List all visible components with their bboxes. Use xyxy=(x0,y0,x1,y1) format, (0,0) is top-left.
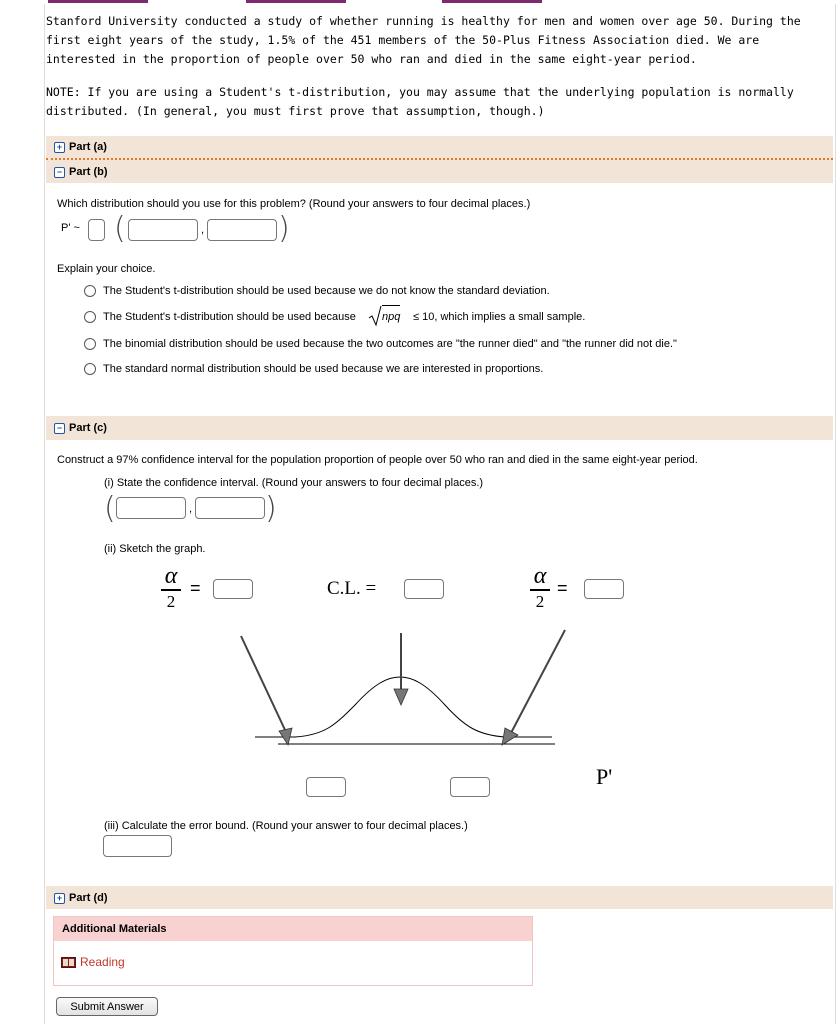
distribution-param2-input[interactable] xyxy=(207,219,277,241)
ci-instruction: (i) State the confidence interval. (Round your answers to four decimal places.) xyxy=(104,477,484,489)
additional-materials-panel xyxy=(53,916,533,986)
npq-text: npq xyxy=(382,305,400,323)
upper-bound-sketch-input[interactable] xyxy=(450,777,490,797)
plus-icon: + xyxy=(54,893,65,904)
part-c-question: Construct a 97% confidence interval for the population proportion of people over 50 who ran and died in the same eight-year period. xyxy=(57,454,698,466)
option-1-radio[interactable] xyxy=(84,285,96,297)
p-prime-axis-label: P' xyxy=(596,764,613,789)
option-3-label: The binomial distribution should be used because the two outcomes are "the runner died" and "the runner did not die." xyxy=(103,338,677,350)
part-b-question: Which distribution should you use for this problem? (Round your answers to four decimal places.) xyxy=(57,198,531,210)
ci-upper-input[interactable] xyxy=(195,497,265,519)
sketch-instruction: (ii) Sketch the graph. xyxy=(104,543,206,555)
alpha-over-2-right: α 2 xyxy=(529,565,551,611)
equals-left: = xyxy=(190,578,201,598)
alpha-left-input[interactable] xyxy=(213,579,253,599)
reading-link-text[interactable]: Reading xyxy=(80,955,125,969)
cl-label: C.L. = xyxy=(327,578,377,599)
lower-bound-sketch-input[interactable] xyxy=(306,777,346,797)
ci-lower-input[interactable] xyxy=(116,497,186,519)
explain-label: Explain your choice. xyxy=(57,263,156,275)
part-c-label: Part (c) xyxy=(69,422,107,434)
close-paren: ) xyxy=(278,211,290,246)
p-prime-label: P' ~ xyxy=(61,222,80,234)
sqrt-sign-icon xyxy=(368,305,382,327)
option-4-radio[interactable] xyxy=(84,363,96,375)
option-1-label: The Student's t-distribution should be used because we do not know the standard deviation. xyxy=(103,285,550,297)
intro-text: Stanford University conducted a study of whether running is healthy for men and women over age 50. During the first eight years of the study, 1.5% of the 451 members of the 50-Plus Fitness Association died. We are interested in the proportion of people over 50 who ran and died in the same eight-year period. xyxy=(46,14,801,66)
option-2-radio[interactable] xyxy=(84,311,96,323)
equals-right: = xyxy=(557,578,568,598)
option-4-label: The standard normal distribution should be used because we are interested in proportions. xyxy=(103,363,544,375)
part-b-header[interactable] xyxy=(46,160,833,183)
comma: , xyxy=(201,224,205,236)
alpha-over-2-left: α 2 xyxy=(160,565,182,611)
reading-link[interactable] xyxy=(61,955,125,969)
distribution-type-input[interactable] xyxy=(88,219,105,241)
option-3-radio[interactable] xyxy=(84,338,96,350)
open-paren: ( xyxy=(114,211,126,246)
part-a-label: Part (a) xyxy=(69,141,107,153)
submit-answer-button[interactable]: Submit Answer xyxy=(56,997,158,1016)
minus-icon: − xyxy=(54,167,65,178)
part-c-header[interactable] xyxy=(46,416,833,440)
normal-curve-sketch xyxy=(230,625,570,765)
book-icon xyxy=(61,957,76,968)
distribution-param1-input[interactable] xyxy=(128,219,198,241)
ci-comma: , xyxy=(189,503,193,515)
note-text: NOTE: If you are using a Student's t-distribution, you may assume that the underlying population is normally distributed. (In general, you must first prove that assumption, though.) xyxy=(46,85,794,118)
part-d-header[interactable] xyxy=(46,886,833,909)
error-bound-input[interactable] xyxy=(103,835,172,857)
option-2-tail: ≤ 10, which implies a small sample. xyxy=(413,311,586,323)
error-bound-instruction: (iii) Calculate the error bound. (Round your answer to four decimal places.) xyxy=(104,820,468,832)
part-d-label: Part (d) xyxy=(69,892,108,904)
additional-materials-title: Additional Materials xyxy=(54,917,532,941)
cl-input[interactable] xyxy=(404,579,444,599)
ci-close-paren: ) xyxy=(265,491,277,526)
option-2-label: The Student's t-distribution should be used because xyxy=(103,311,356,323)
plus-icon: + xyxy=(54,142,65,153)
ci-open-paren: ( xyxy=(104,491,116,526)
minus-icon: − xyxy=(54,423,65,434)
part-b-label: Part (b) xyxy=(69,166,108,178)
part-a-header[interactable] xyxy=(46,136,833,160)
alpha-right-input[interactable] xyxy=(584,579,624,599)
